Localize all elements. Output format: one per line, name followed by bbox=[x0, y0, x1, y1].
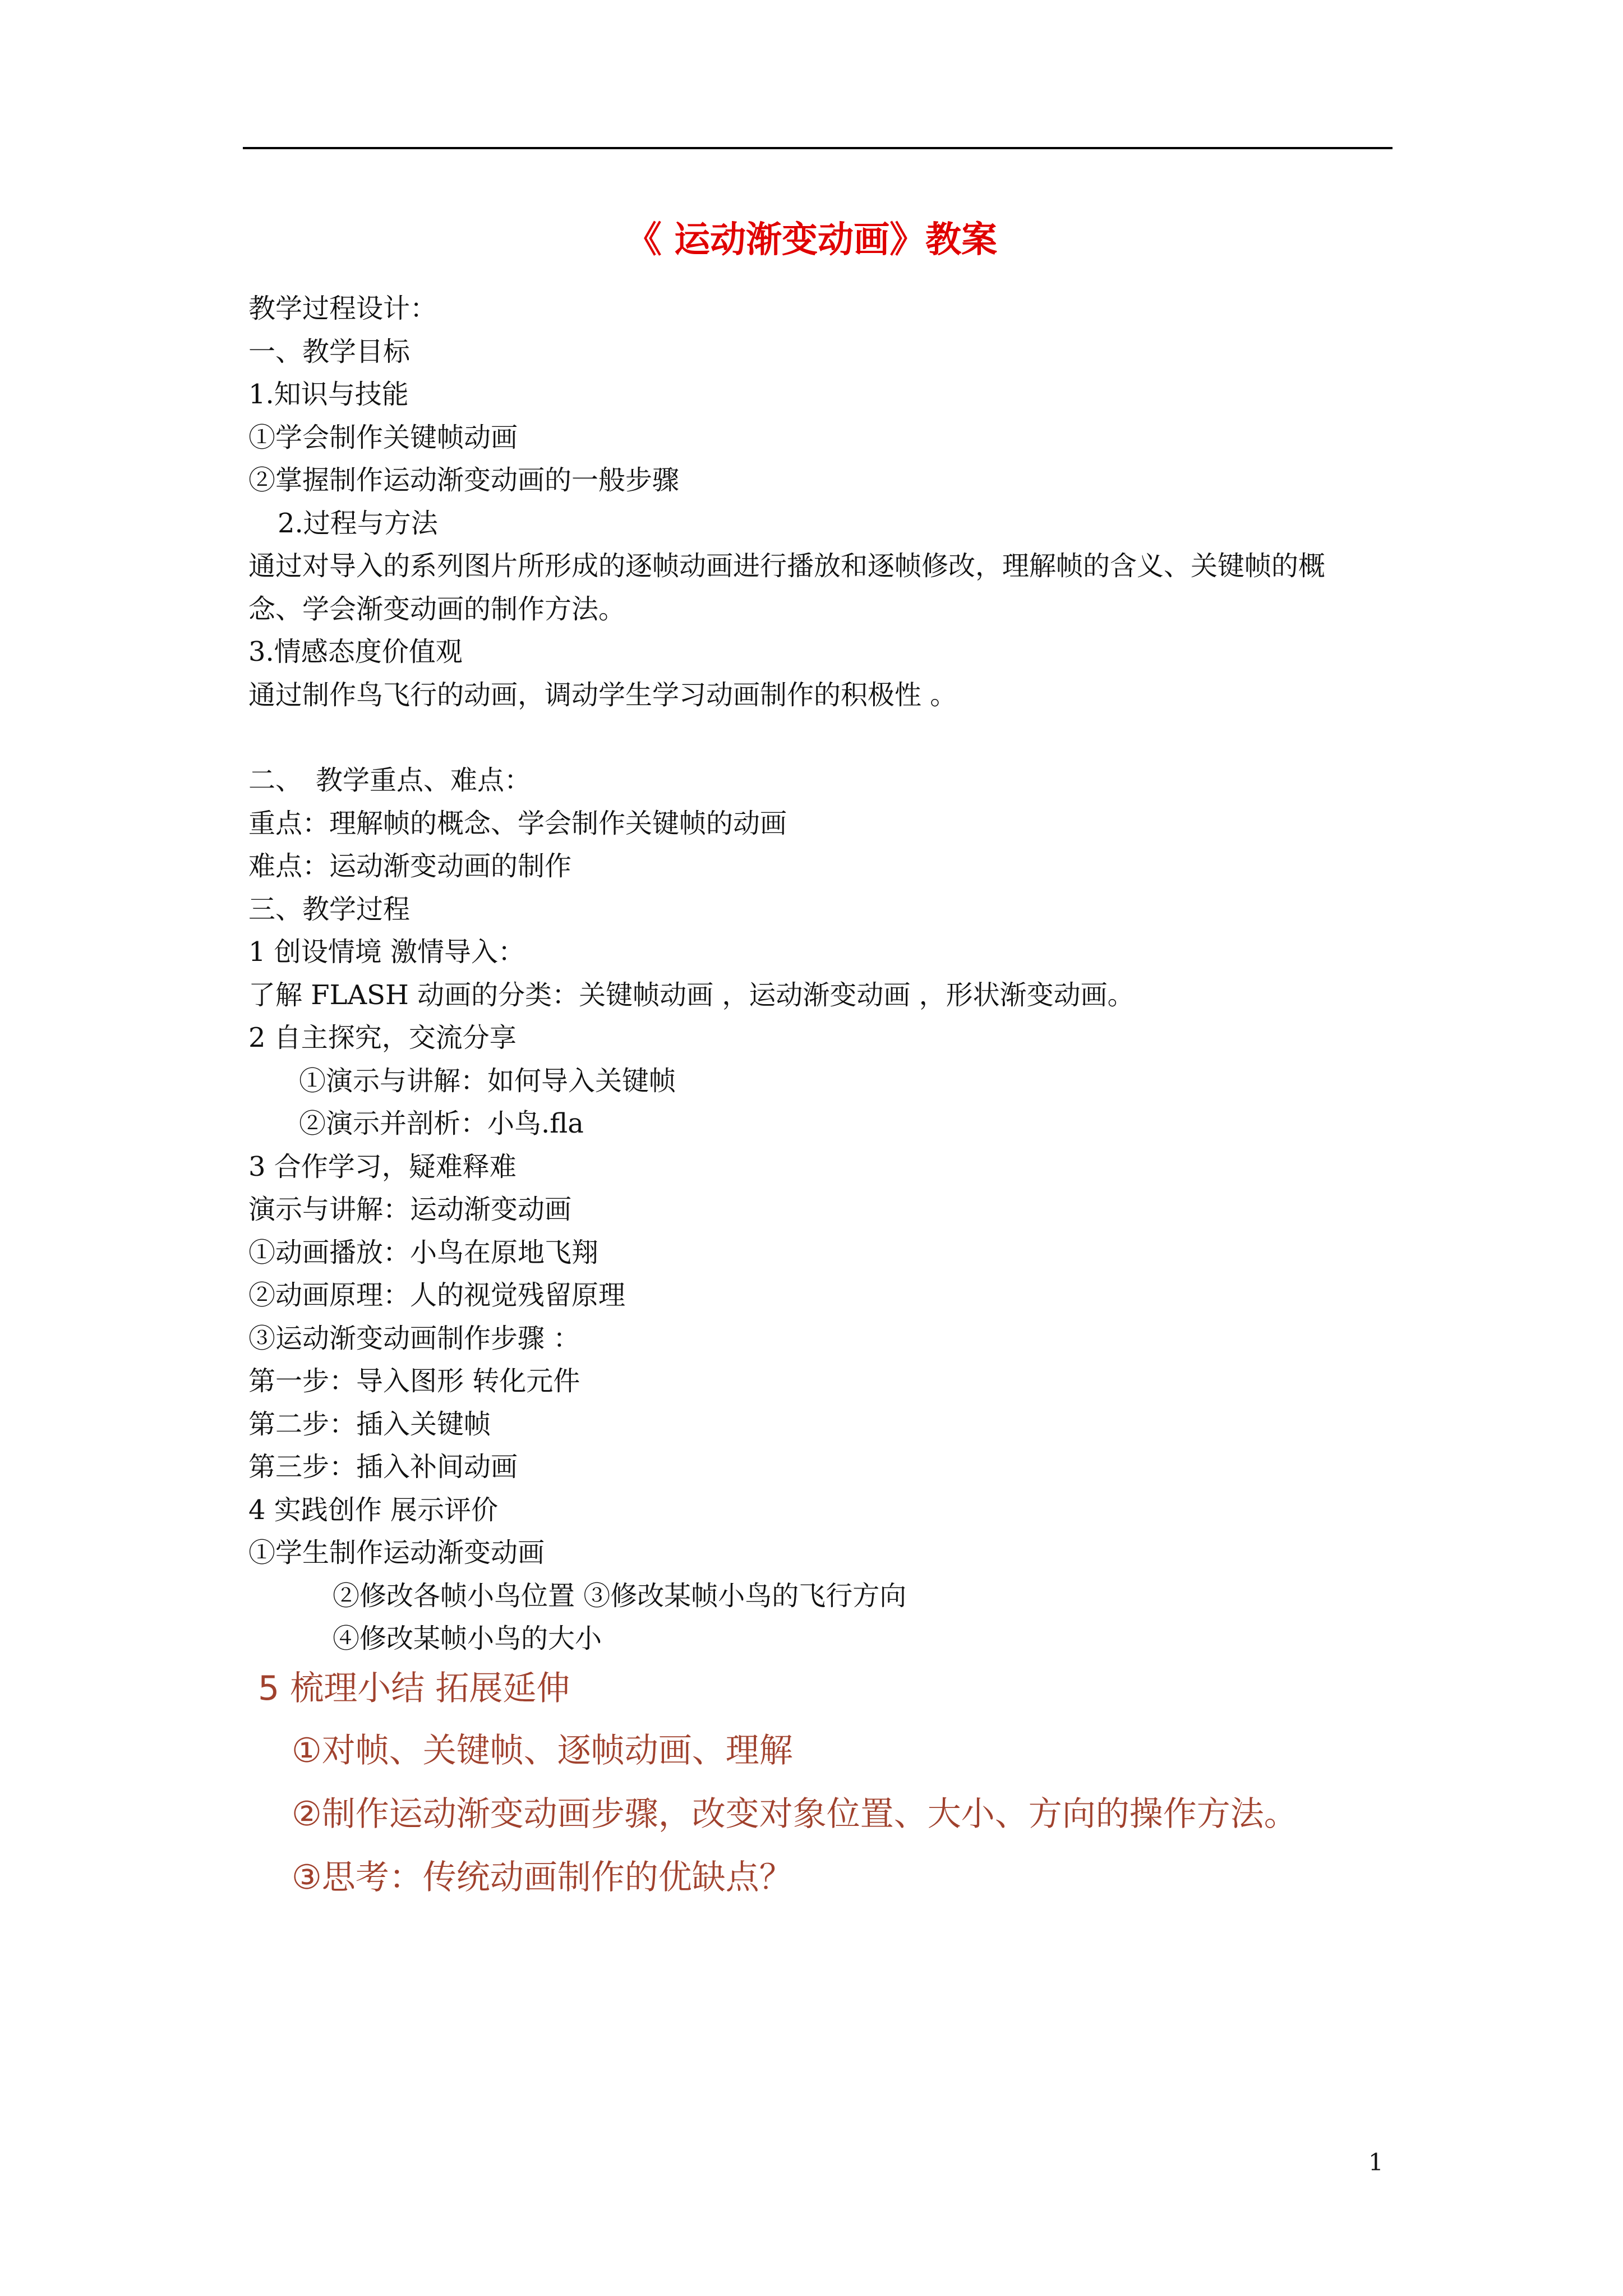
text-line: 重点：理解帧的概念、学会制作关键帧的动画 bbox=[248, 807, 787, 839]
summary-item: ③思考：传统动画制作的优缺点？ bbox=[292, 1858, 793, 1897]
text-line: ②演示并剖析：小鸟.fla bbox=[299, 1108, 584, 1139]
text-line: 第一步：导入图形 转化元件 bbox=[248, 1365, 580, 1397]
text-line: 念、学会渐变动画的制作方法。 bbox=[248, 593, 626, 625]
text-line: 三、教学过程 bbox=[248, 893, 411, 925]
text-line: 2 自主探究，交流分享 bbox=[248, 1022, 517, 1053]
page-number: 1 bbox=[1368, 2148, 1384, 2176]
text-line: 4 实践创作 展示评价 bbox=[248, 1494, 499, 1526]
text-line: ①学生制作运动渐变动画 bbox=[248, 1537, 545, 1568]
text-line: 通过制作鸟飞行的动画，调动学生学习动画制作的积极性 。 bbox=[248, 679, 957, 711]
text-line: 通过对导入的系列图片所形成的逐帧动画进行播放和逐帧修改，理解帧的含义、关键帧的概 bbox=[248, 550, 1326, 582]
text-line: ①学会制作关键帧动画 bbox=[248, 421, 518, 453]
text-line: ②修改各帧小鸟位置 ③修改某帧小鸟的飞行方向 bbox=[333, 1580, 907, 1612]
text-line: ①动画播放：小鸟在原地飞翔 bbox=[248, 1236, 599, 1268]
text-line: 1 创设情境 激情导入： bbox=[248, 936, 525, 968]
text-line: 1.知识与技能 bbox=[248, 379, 409, 410]
text-line: 演示与讲解：运动渐变动画 bbox=[248, 1194, 572, 1225]
text-line: ③运动渐变动画制作步骤 ： bbox=[248, 1322, 580, 1354]
text-line: 二、 教学重点、难点： bbox=[248, 765, 532, 796]
summary-heading: 5 梳理小结 拓展延伸 bbox=[258, 1669, 570, 1708]
text-line: ②动画原理：人的视觉残留原理 bbox=[248, 1280, 626, 1311]
text-line: 2.过程与方法 bbox=[278, 507, 438, 539]
text-line: 教学过程设计： bbox=[248, 293, 437, 324]
summary-section bbox=[258, 1658, 1436, 1910]
text-line: ②掌握制作运动渐变动画的一般步骤 bbox=[248, 464, 680, 496]
document-title: 《 运动渐变动画》教案 bbox=[625, 219, 998, 261]
summary-item: ①对帧、关键帧、逐帧动画、理解 bbox=[292, 1731, 793, 1770]
summary-item: ②制作运动渐变动画步骤，改变对象位置、大小、方向的操作方法。 bbox=[292, 1795, 1298, 1834]
text-line: 3 合作学习，疑难释难 bbox=[248, 1151, 517, 1182]
text-line: ④修改某帧小鸟的大小 bbox=[333, 1623, 602, 1654]
text-line: 第三步：插入补间动画 bbox=[248, 1451, 518, 1483]
text-line: 3.情感态度价值观 bbox=[248, 636, 463, 668]
document-body bbox=[248, 287, 1393, 1660]
header-rule bbox=[243, 147, 1393, 149]
text-line: 了解 FLASH 动画的分类：关键帧动画 ，运动渐变动画 ，形状渐变动画。 bbox=[248, 979, 1135, 1011]
text-line: 第二步：插入关键帧 bbox=[248, 1408, 491, 1440]
blank-line bbox=[248, 716, 1393, 759]
text-line: 一、教学目标 bbox=[248, 335, 411, 367]
text-line: ①演示与讲解：如何导入关键帧 bbox=[299, 1065, 676, 1097]
text-line: 难点：运动渐变动画的制作 bbox=[248, 850, 572, 882]
